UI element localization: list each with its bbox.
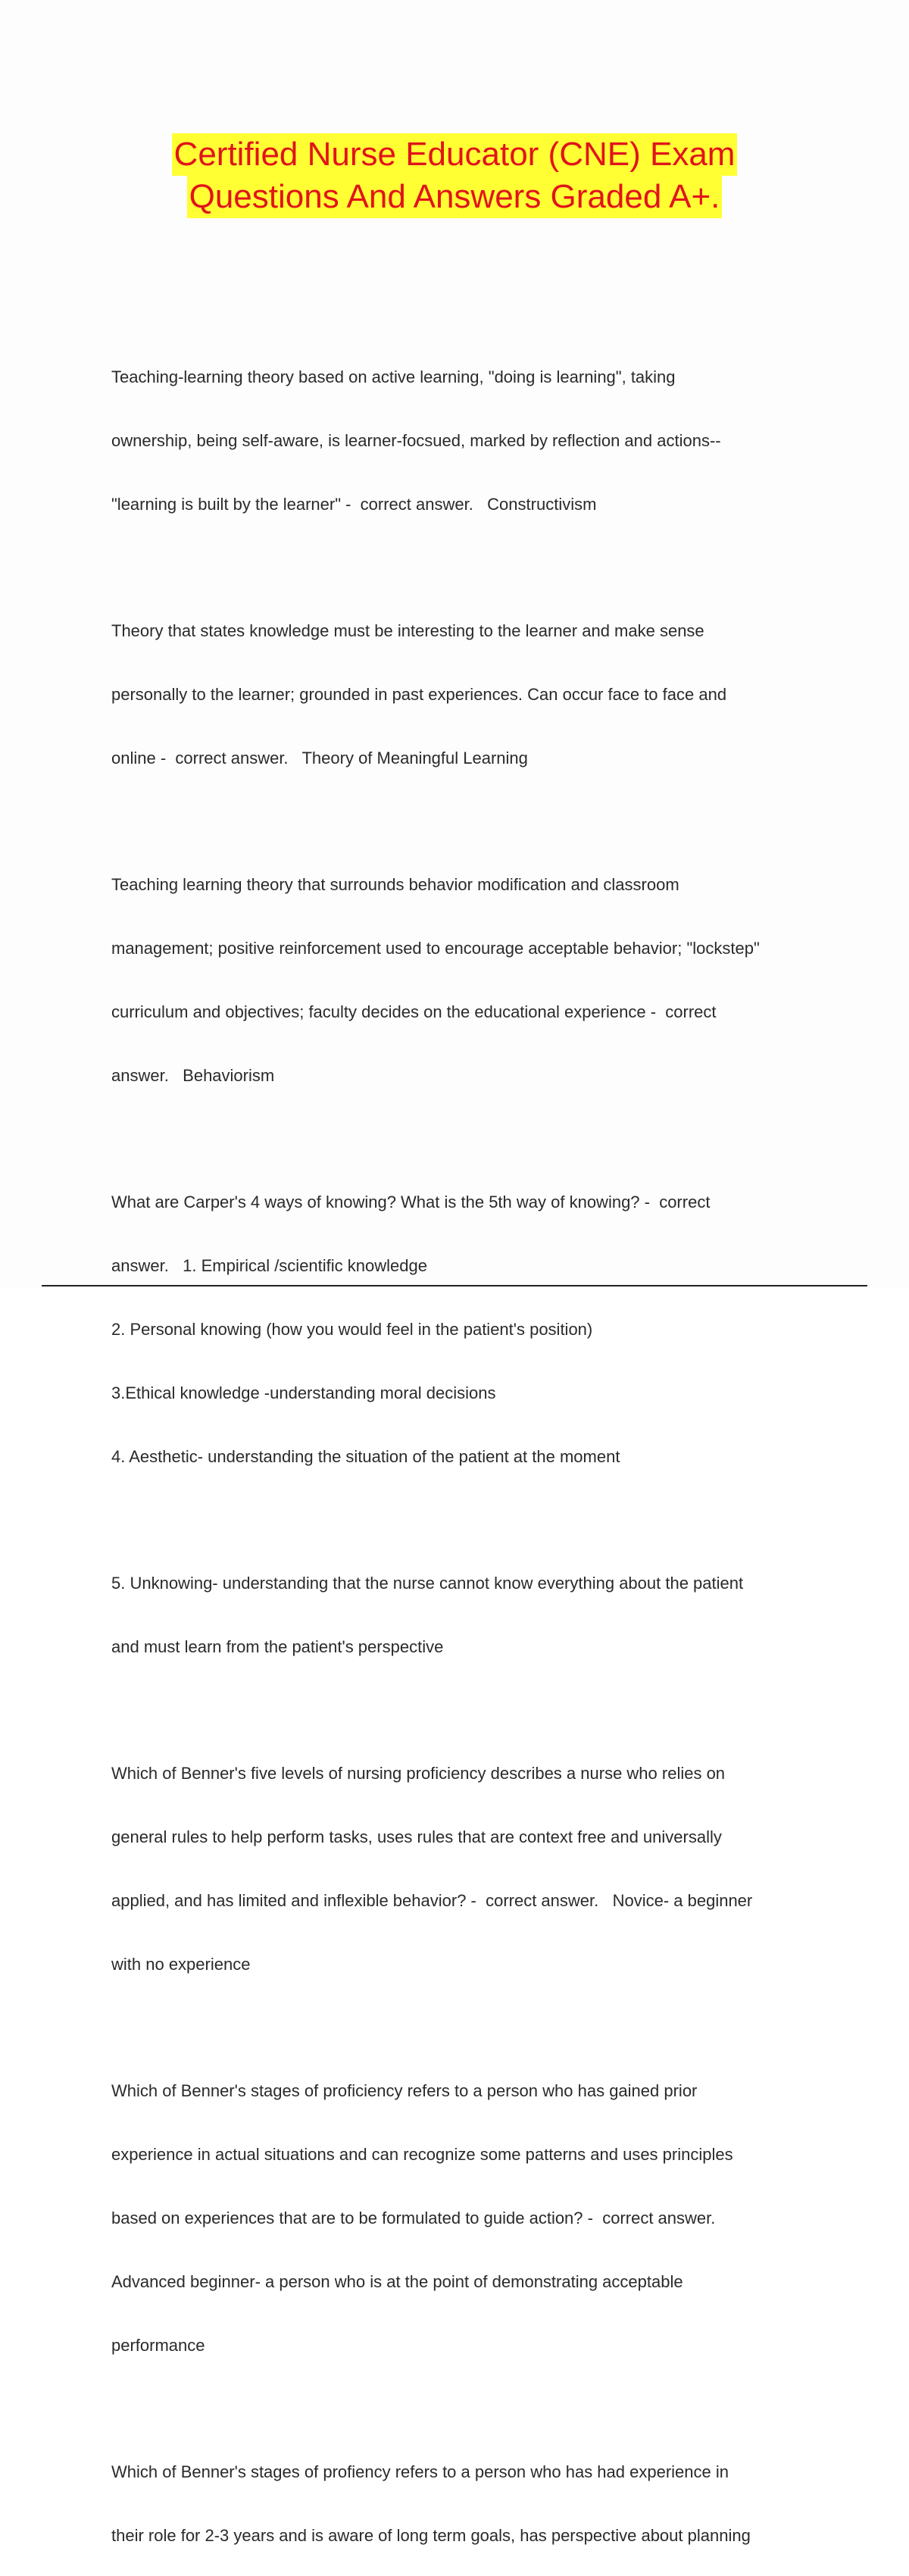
title-line-1: Certified Nurse Educator (CNE) Exam bbox=[172, 133, 738, 176]
footer-divider bbox=[42, 1285, 867, 1286]
qa-line: performance bbox=[111, 2336, 205, 2355]
qa-line: curriculum and objectives; faculty decides on the educational experience - correct bbox=[111, 1002, 717, 1021]
qa-line: Teaching learning theory that surrounds behavior modification and classroom bbox=[111, 875, 679, 894]
qa-line: "learning is built by the learner" - correct answer. Constructivism bbox=[111, 495, 597, 514]
qa-line: management; positive reinforcement used to encourage acceptable behavior; "lockstep" bbox=[111, 939, 760, 958]
qa-line: Which of Benner's stages of proficiency refers to a person who has gained prior bbox=[111, 2081, 698, 2100]
qa-line: 3.Ethical knowledge -understanding moral decisions bbox=[111, 1383, 496, 1402]
qa-item-carpers-ways-of-knowing bbox=[111, 1149, 831, 1510]
qa-line: Which of Benner's stages of profiency refers to a person who has had experience in bbox=[111, 2462, 729, 2481]
qa-line: online - correct answer. Theory of Meaningful Learning bbox=[111, 749, 528, 767]
qa-item-meaningful-learning bbox=[111, 578, 831, 811]
qa-line: their role for 2-3 years and is aware of long term goals, has perspective about planning bbox=[111, 2526, 751, 2545]
qa-line: based on experiences that are to be formulated to guide action? - correct answer. bbox=[111, 2209, 716, 2227]
qa-line: and must learn from the patient's perspective bbox=[111, 1637, 444, 1656]
qa-line: 2. Personal knowing (how you would feel in the patient's position) bbox=[111, 1320, 593, 1339]
qa-line: Advanced beginner- a person who is at the point of demonstrating acceptable bbox=[111, 2272, 683, 2291]
title-line-2: Questions And Answers Graded A+. bbox=[187, 176, 723, 218]
qa-item-unknowing bbox=[111, 1530, 831, 1700]
qa-line: experience in actual situations and can recognize some patterns and uses principles bbox=[111, 2145, 733, 2164]
qa-line: general rules to help perform tasks, uses rules that are context free and universally bbox=[111, 1827, 722, 1846]
qa-item-benner-competent bbox=[111, 2419, 831, 2576]
qa-item-benner-advanced-beginner bbox=[111, 2038, 831, 2399]
qa-line: Which of Benner's five levels of nursing proficiency describes a nurse who relies on bbox=[111, 1764, 726, 1783]
qa-line: Theory that states knowledge must be interesting to the learner and make sense bbox=[111, 621, 704, 640]
qa-item-constructivism bbox=[111, 324, 831, 558]
qa-line: answer. Behaviorism bbox=[111, 1066, 275, 1085]
qa-item-benner-novice bbox=[111, 1721, 831, 2018]
qa-line: ownership, being self-aware, is learner-focsued, marked by reflection and actions-- bbox=[111, 431, 721, 450]
qa-line: answer. 1. Empirical /scientific knowledge bbox=[111, 1256, 427, 1275]
qa-item-behaviorism bbox=[111, 832, 831, 1129]
qa-line: with no experience bbox=[111, 1955, 251, 1974]
qa-line: applied, and has limited and inflexible behavior? - correct answer. Novice- a beginner bbox=[111, 1891, 753, 1910]
qa-line: Teaching-learning theory based on active learning, "doing is learning", taking bbox=[111, 367, 676, 386]
qa-line: personally to the learner; grounded in past experiences. Can occur face to face and bbox=[111, 685, 727, 704]
qa-line: 4. Aesthetic- understanding the situation of the patient at the moment bbox=[111, 1447, 620, 1466]
qa-list bbox=[111, 324, 831, 2576]
document-title bbox=[0, 133, 909, 218]
qa-line: 5. Unknowing- understanding that the nurse cannot know everything about the patient bbox=[111, 1574, 744, 1593]
qa-line: What are Carper's 4 ways of knowing? What is the 5th way of knowing? - correct bbox=[111, 1193, 711, 1211]
